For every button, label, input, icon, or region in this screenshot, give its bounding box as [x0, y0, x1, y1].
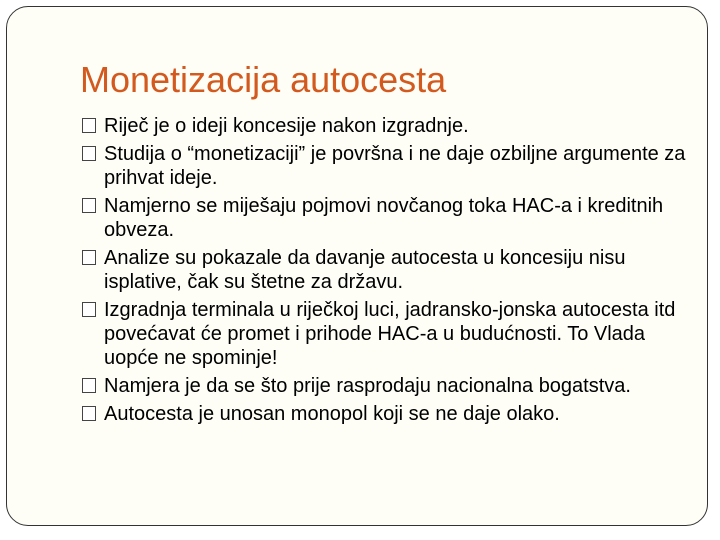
bullet-text: Riječ je o ideji koncesije nakon izgradnje. [104, 115, 469, 137]
bullet-text: Izgradnja terminala u riječkoj luci, jadransko-jonska autocesta itd povećavat će promet i prihode HAC-a u budućnosti. To Vlada uopće ne spominje! [104, 299, 676, 369]
empty-box-icon [82, 118, 96, 133]
bullet-text: Analize su pokazale da davanje autocesta u koncesiju nisu isplative, čak su štetne za državu. [104, 247, 626, 293]
slide-title: Monetizacija autocesta [80, 59, 447, 100]
bullet-item [80, 142, 690, 190]
bullet-item [80, 298, 690, 370]
bullet-item [80, 246, 690, 294]
bullet-item [80, 114, 690, 138]
bullet-item [80, 374, 690, 398]
bullet-item [80, 402, 690, 426]
empty-box-icon [82, 302, 96, 317]
bullet-list [80, 114, 690, 430]
bullet-text: Autocesta je unosan monopol koji se ne daje olako. [104, 403, 560, 425]
empty-box-icon [82, 146, 96, 161]
empty-box-icon [82, 406, 96, 421]
bullet-text: Studija o “monetizaciji” je površna i ne daje ozbiljne argumente za prihvat ideje. [104, 143, 686, 189]
bullet-text: Namjera je da se što prije rasprodaju nacionalna bogatstva. [104, 375, 631, 397]
empty-box-icon [82, 378, 96, 393]
bullet-item [80, 194, 690, 242]
empty-box-icon [82, 250, 96, 265]
empty-box-icon [82, 198, 96, 213]
bullet-text: Namjerno se miješaju pojmovi novčanog toka HAC-a i kreditnih obveza. [104, 195, 664, 241]
